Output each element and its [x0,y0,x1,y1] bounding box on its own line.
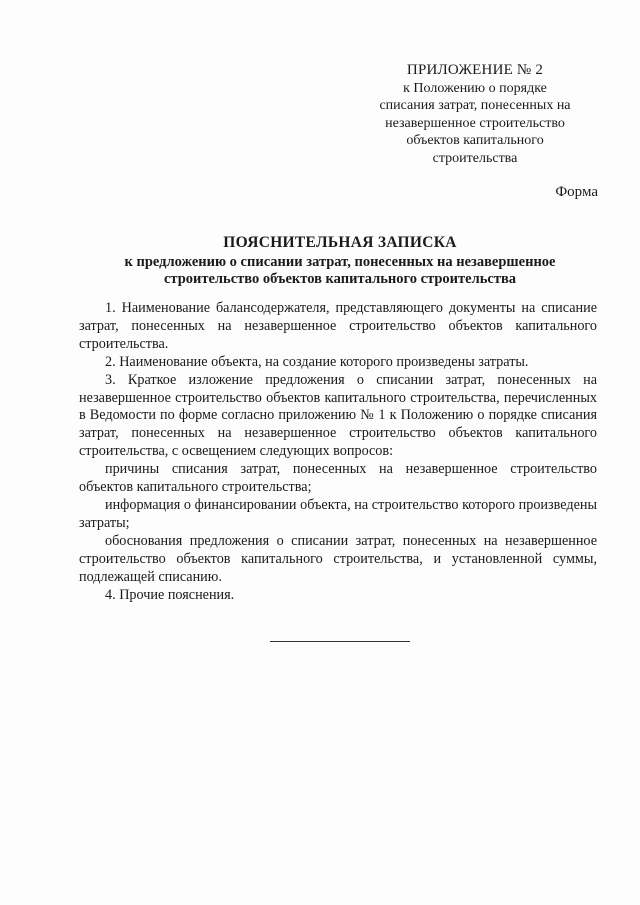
appendix-block [360,62,590,167]
appendix-line: объектов капитального [406,133,544,148]
paragraph-question-reasons: причины списания затрат, понесенных на незавершенное строительство объектов капитального строительства; [79,461,597,496]
subtitle-line: строительство объектов капитального строительства [163,271,517,287]
appendix-line: к Положению о порядке [403,80,547,96]
paragraph-question-justification: обоснования предложения о списании затрат, понесенных на незавершенное строительство объектов капитального строительства, и установленной суммы, подлежащей списанию. [79,532,597,585]
form-label: Форма [555,184,598,200]
document-title: ПОЯСНИТЕЛЬНАЯ ЗАПИСКА [223,234,457,251]
subtitle-line: к предложению о списании затрат, понесенных на незавершенное [124,254,556,270]
document-subtitle [60,254,620,288]
paragraph-item-2: 2. Наименование объекта, на создание которого произведены затраты. [105,353,529,370]
document-body [79,300,597,604]
appendix-line: незавершенное строительство [385,115,565,131]
paragraph-item-3: 3. Краткое изложение предложения о списании затрат, понесенных на незавершенное строительство объектов капитального строительства, перечисленных в Ведомости по форме согласно приложению № 1 к Положению о порядке списания затрат, понесенных на незавершенное строительство объектов капитального строительства, с освещением следующих вопросов: [79,371,597,460]
paragraph-question-financing: информация о финансировании объекта, на строительство которого произведены затраты; [79,496,597,531]
paragraph-item-4: 4. Прочие пояснения. [105,586,235,603]
paragraph-item-1: 1. Наименование балансодержателя, представляющего документы на списание затрат, понесенных на незавершенное строительство объектов капитального строительства. [79,300,597,352]
appendix-line: списания затрат, понесенных на [379,98,571,113]
appendix-line: строительства [432,150,518,166]
signature-line [270,641,410,642]
appendix-title: ПРИЛОЖЕНИЕ № 2 [406,62,544,78]
